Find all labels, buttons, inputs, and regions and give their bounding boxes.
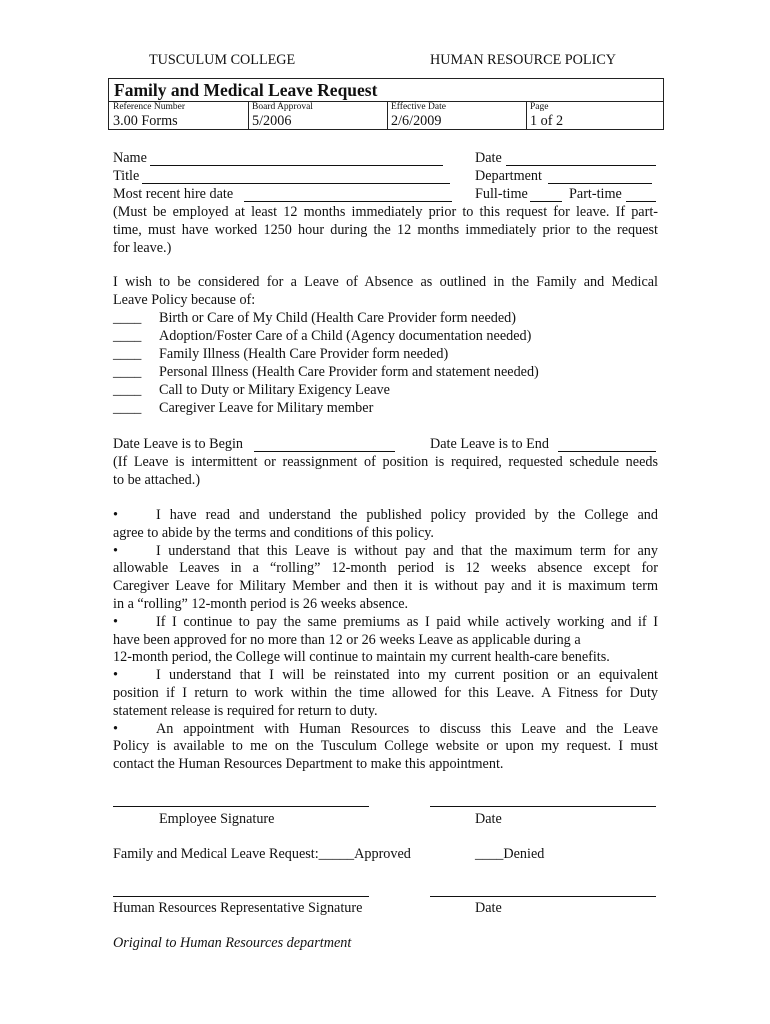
policy-label: HUMAN RESOURCE POLICY [430, 52, 617, 68]
reason-checkbox[interactable]: ____ [113, 310, 142, 326]
acknowledgement-item [113, 721, 658, 774]
hire-date-label: Most recent hire date [113, 186, 234, 202]
hr-date-field[interactable] [430, 896, 656, 897]
reason-checkbox[interactable]: ____ [113, 346, 142, 362]
employee-date-field[interactable] [430, 806, 656, 807]
title-box [108, 78, 664, 130]
acknowledgement-item [113, 543, 658, 614]
bullet-icon: • [113, 613, 118, 630]
leave-begin-field[interactable] [254, 451, 395, 452]
reference-number-value: 3.00 Forms [113, 113, 178, 129]
date-field[interactable] [506, 165, 656, 166]
leave-note [113, 454, 658, 490]
acknowledgement-line: I understand that I will be reinstated into my current position or an equivalent [155, 667, 658, 684]
employee-date-label: Date [475, 811, 502, 827]
acknowledgement-item [113, 507, 658, 543]
reason-item: Call to Duty or Military Exigency Leave [159, 382, 390, 398]
part-time-label: Part-time [569, 186, 622, 202]
employment-note-line: time, must have worked 1250 hour during the 12 months immediately prior to the request [113, 221, 658, 238]
bullet-icon: • [113, 720, 118, 737]
acknowledgement-line: Caregiver Leave for Military Member and then it is without pay and it is maximum term [113, 578, 658, 595]
acknowledgement-item [113, 667, 658, 720]
denied-label: Denied [503, 846, 545, 862]
acknowledgement-line: allowable Leaves in a “rolling” 12-month period is 12 weeks absence except for [113, 560, 658, 577]
title-label: Title [113, 168, 140, 184]
title-field[interactable] [142, 183, 450, 184]
acknowledgement-line: An appointment with Human Resources to discuss this Leave and the Leave [155, 720, 658, 737]
name-field[interactable] [150, 165, 443, 166]
acknowledgement-line: contact the Human Resources Department to make this appointment. [113, 756, 504, 773]
acknowledgement-item [113, 614, 658, 667]
denied-row [475, 846, 544, 863]
reason-item: Family Illness (Health Care Provider form needed) [159, 346, 449, 362]
approved-checkbox[interactable]: _____ [318, 846, 355, 862]
reason-item: Birth or Care of My Child (Health Care Provider form needed) [159, 310, 516, 326]
full-time-field[interactable] [530, 201, 562, 202]
reason-checkbox[interactable]: ____ [113, 400, 142, 416]
acknowledgement-line: position if I return to work within the time allowed for this Leave. A Fitness for Duty [113, 684, 658, 701]
reasons-intro [113, 274, 658, 310]
page-value: 1 of 2 [530, 113, 564, 129]
reference-number-label: Reference Number [113, 102, 186, 112]
acknowledgement-line: statement release is required for return to duty. [113, 702, 378, 719]
employee-signature-field[interactable] [113, 806, 369, 807]
reason-item: Adoption/Foster Care of a Child (Agency documentation needed) [159, 328, 532, 344]
hr-date-label: Date [475, 900, 502, 916]
board-approval-label: Board Approval [252, 102, 313, 112]
part-time-field[interactable] [626, 201, 656, 202]
employee-signature-label: Employee Signature [159, 811, 275, 827]
board-approval-value: 5/2006 [252, 113, 292, 129]
date-label: Date [475, 150, 502, 166]
hire-date-field[interactable] [244, 201, 452, 202]
acknowledgement-line: agree to abide by the terms and conditions of this policy. [113, 524, 434, 541]
bullet-icon: • [113, 507, 118, 523]
leave-end-field[interactable] [558, 451, 656, 452]
acknowledgement-line: 12-month period, the College will continue to maintain my current health-care benefits. [113, 649, 610, 666]
effective-date-label: Effective Date [391, 102, 446, 112]
form-title: Family and Medical Leave Request [114, 80, 378, 100]
approved-label: Approved [354, 846, 411, 862]
hr-signature-label: Human Resources Representative Signature [113, 900, 363, 916]
reason-item: Personal Illness (Health Care Provider form and statement needed) [159, 364, 539, 380]
leave-note-line: to be attached.) [113, 471, 201, 488]
effective-date-value: 2/6/2009 [391, 113, 442, 129]
college-name: TUSCULUM COLLEGE [149, 52, 296, 68]
hr-signature-field[interactable] [113, 896, 369, 897]
page-label: Page [530, 102, 549, 112]
department-field[interactable] [548, 183, 652, 184]
footer-note: Original to Human Resources department [113, 935, 352, 951]
name-label: Name [113, 150, 147, 166]
employment-note-line: (Must be employed at least 12 months immediately prior to this request for leave. If part- [113, 204, 658, 220]
request-label: Family and Medical Leave Request: [113, 846, 319, 862]
leave-end-label: Date Leave is to End [430, 436, 549, 452]
reasons-intro-line: I wish to be considered for a Leave of Absence as outlined in the Family and Medical [113, 274, 658, 290]
reason-checkbox[interactable]: ____ [113, 364, 142, 380]
acknowledgement-line: I understand that this Leave is without pay and that the maximum term for any [155, 542, 658, 559]
reason-checkbox[interactable]: ____ [113, 382, 142, 398]
leave-note-line: (If Leave is intermittent or reassignment of position is required, requested schedule needs [113, 454, 658, 470]
employment-note-line: for leave.) [113, 239, 172, 256]
reason-item: Caregiver Leave for Military member [159, 400, 374, 416]
bullet-icon: • [113, 542, 118, 559]
acknowledgement-line: If I continue to pay the same premiums as I paid while actively working and if I [155, 613, 658, 630]
department-label: Department [475, 168, 542, 184]
acknowledgement-list [113, 507, 658, 774]
full-time-label: Full-time [475, 186, 528, 202]
approval-row [113, 846, 411, 863]
acknowledgement-line: Policy is available to me on the Tusculum College website or upon my request. I must [113, 738, 658, 755]
acknowledgement-line: have been approved for no more than 12 or 26 weeks Leave as applicable during a [113, 631, 581, 648]
denied-checkbox[interactable]: ____ [475, 846, 504, 862]
reasons-intro-line: Leave Policy because of: [113, 291, 256, 308]
acknowledgement-line: I have read and understand the published policy provided by the College and [155, 507, 658, 523]
reason-checkbox[interactable]: ____ [113, 328, 142, 344]
bullet-icon: • [113, 667, 118, 684]
acknowledgement-line: in a “rolling” 12-month period is 26 weeks absence. [113, 595, 409, 612]
leave-begin-label: Date Leave is to Begin [113, 436, 244, 452]
employment-note [113, 204, 658, 257]
